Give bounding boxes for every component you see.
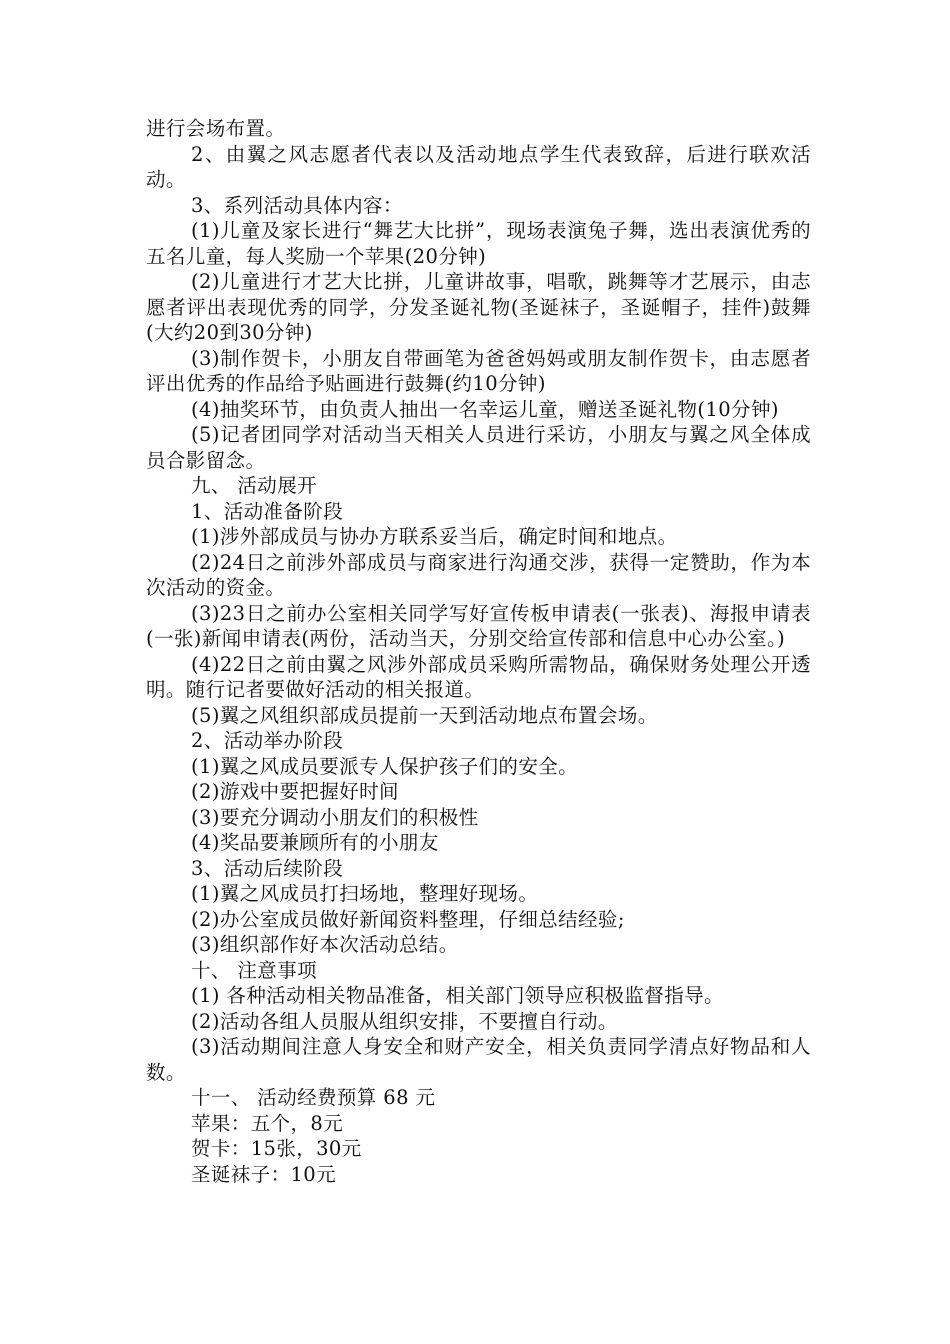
paragraph-notes-2: (2)活动各组人员服从组织安排，不要擅自行动。 [191, 1009, 618, 1033]
paragraph-prep-2: (2)24日之前涉外部成员与商家进行沟通交涉，获得一定赞助，作为本次活动的资金。 [146, 550, 811, 599]
subheading-preparation-stage: 1、活动准备阶段 [191, 499, 344, 523]
paragraph-prep-3: (3)23日之前办公室相关同学写好宣传板申请表(一张表)、海报申请表(一张)新闻申请表(两份，活动当天，分别交给宣传部和信息中心办公室。) [146, 601, 811, 650]
budget-item-socks: 圣诞袜子：10元 [191, 1162, 337, 1186]
paragraph-hosting-4: (4)奖品要兼顾所有的小朋友 [191, 831, 439, 854]
paragraph-interview: (5)记者团同学对活动当天相关人员进行采访，小朋友与翼之风全体成员合影留念。 [146, 423, 811, 472]
section-heading-notes: 十、 注意事项 [191, 958, 317, 982]
paragraph-notes-1: (1) 各种活动相关物品准备，相关部门领导应积极监督指导。 [191, 984, 724, 1007]
paragraph-prep-5: (5)翼之风组织部成员提前一天到活动地点布置会场。 [191, 703, 658, 727]
budget-item-cards: 贺卡：15张，30元 [191, 1137, 362, 1160]
subheading-hosting-stage: 2、活动举办阶段 [191, 729, 344, 752]
budget-item-apples: 苹果：五个，8元 [191, 1111, 344, 1135]
section-heading-budget: 十一、 活动经费预算 68 元 [191, 1086, 436, 1109]
paragraph-speech: 2、由翼之风志愿者代表以及活动地点学生代表致辞，后进行联欢活动。 [146, 142, 811, 191]
paragraph-prep-4: (4)22日之前由翼之风涉外部成员采购所需物品，确保财务处理公开透明。随行记者要做好活动的相关报道。 [146, 652, 811, 701]
paragraph-hosting-1: (1)翼之风成员要派专人保护孩子们的安全。 [191, 754, 579, 778]
paragraph-followup-3: (3)组织部作好本次活动总结。 [191, 933, 459, 956]
paragraph-greeting-cards: (3)制作贺卡，小朋友自带画笔为爸爸妈妈或朋友制作贺卡，由志愿者评出优秀的作品给予贴画进行鼓舞(约10分钟) [146, 346, 811, 395]
paragraph-followup-1: (1)翼之风成员打扫场地，整理好现场。 [191, 882, 539, 905]
paragraph-venue-setup: 进行会场布置。 [146, 117, 286, 140]
document-body [146, 116, 811, 1187]
paragraph-talent-show: (2)儿童进行才艺大比拼，儿童讲故事，唱歌，跳舞等才艺展示，由志愿者评出表现优秀的同学，分发圣诞礼物(圣诞袜子，圣诞帽子，挂件)鼓舞(大约20到30分钟) [146, 270, 811, 344]
paragraph-hosting-3: (3)要充分调动小朋友们的积极性 [191, 805, 479, 829]
section-heading-activity-execution: 九、 活动展开 [191, 474, 317, 497]
paragraph-dance-contest: (1)儿童及家长进行“舞艺大比拼”，现场表演兔子舞，选出表演优秀的五名儿童，每人奖励一个苹果(20分钟) [146, 219, 811, 268]
paragraph-followup-2: (2)办公室成员做好新闻资料整理，仔细总结经验; [191, 907, 625, 931]
paragraph-hosting-2: (2)游戏中要把握好时间 [191, 780, 399, 803]
paragraph-prep-1: (1)涉外部成员与协办方联系妥当后，确定时间和地点。 [191, 525, 678, 548]
paragraph-notes-3: (3)活动期间注意人身安全和财产安全，相关负责同学清点好物品和人数。 [146, 1035, 811, 1084]
paragraph-activity-content-heading: 3、系列活动具体内容： [191, 193, 403, 217]
subheading-followup-stage: 3、活动后续阶段 [191, 856, 344, 880]
paragraph-lottery: (4)抽奖环节，由负责人抽出一名幸运儿童，赠送圣诞礼物(10分钟) [191, 397, 779, 421]
